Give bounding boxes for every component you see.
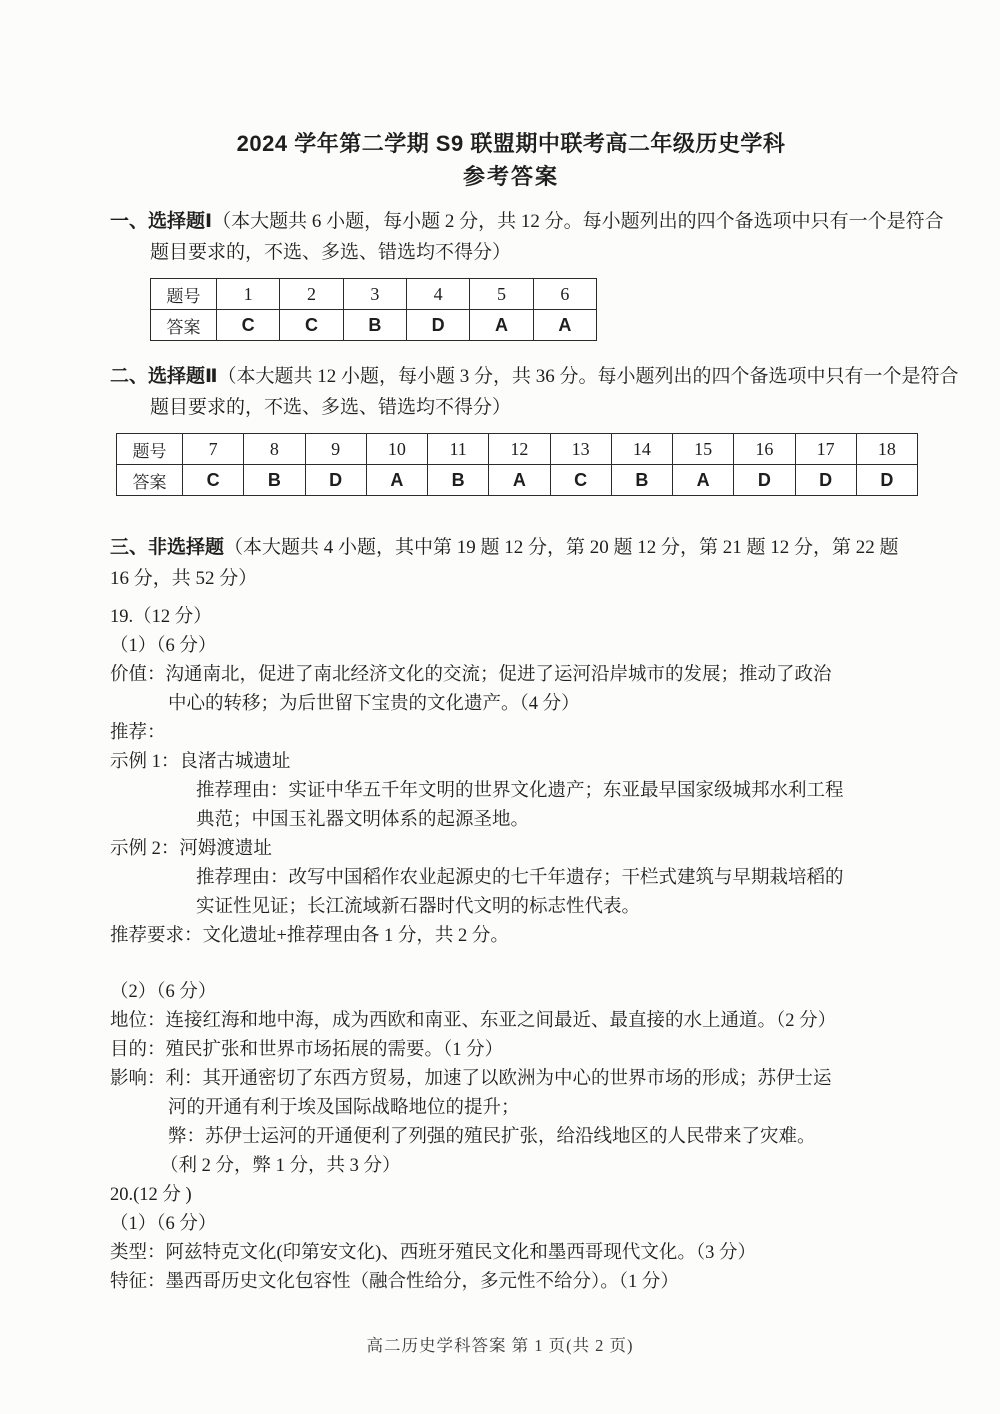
page-title: 2024 学年第二学期 S9 联盟期中联考高二年级历史学科 <box>236 131 786 156</box>
section-1-label: 一、选择题Ⅰ <box>110 211 213 232</box>
answer-cell: D <box>734 465 795 496</box>
answer-line: （2）（6 分） <box>110 982 217 1002</box>
section-3-description: （本大题共 4 小题，其中第 19 题 12 分，第 20 题 12 分，第 21 题 12 分，第 22 题 16 分，共 52 分） <box>110 537 899 589</box>
answer-line: 19.（12 分） <box>110 607 212 627</box>
section-1-heading <box>110 206 962 268</box>
answer-cell: C <box>550 465 611 496</box>
answer-cell: B <box>244 465 305 496</box>
row-label-answer: 答案 <box>117 465 183 496</box>
answer-line: 推荐理由：改写中国稻作农业起源史的七千年遗存；干栏式建筑与早期栽培稻的 <box>196 868 844 888</box>
question-number-cell: 18 <box>856 434 917 465</box>
free-response-answers <box>110 603 912 1297</box>
section-3-heading <box>110 532 922 594</box>
answer-row <box>117 465 918 496</box>
question-number-cell: 5 <box>470 279 533 310</box>
answer-line: （1）（6 分） <box>110 1214 217 1234</box>
answer-table-choice-1 <box>150 278 597 341</box>
question-number-row <box>151 279 597 310</box>
answer-line: 影响：利：其开通密切了东西方贸易，加速了以欧洲为中心的世界市场的形成；苏伊士运 <box>110 1069 832 1089</box>
question-number-cell: 12 <box>489 434 550 465</box>
blank-line <box>110 951 912 978</box>
answer-cell: A <box>470 310 533 341</box>
answer-line: 弊：苏伊士运河的开通便利了列强的殖民扩张，给沿线地区的人民带来了灾难。 <box>168 1127 816 1147</box>
question-number-cell: 2 <box>280 279 343 310</box>
answer-table-choice-2 <box>116 433 918 496</box>
row-label-answer: 答案 <box>151 310 217 341</box>
answer-cell: A <box>489 465 550 496</box>
row-label-number: 题号 <box>117 434 183 465</box>
answer-line: 中心的转移；为后世留下宝贵的文化遗产。（4 分） <box>168 694 580 714</box>
question-number-cell: 14 <box>611 434 672 465</box>
answer-cell: D <box>795 465 856 496</box>
answer-line: 实证性见证；长江流域新石器时代文明的标志性代表。 <box>196 897 641 917</box>
answer-cell: B <box>343 310 406 341</box>
section-2-heading <box>110 361 962 423</box>
answer-cell: D <box>856 465 917 496</box>
question-number-row <box>117 434 918 465</box>
question-number-cell: 15 <box>673 434 734 465</box>
section-3-label: 三、非选择题 <box>110 537 225 558</box>
question-number-cell: 8 <box>244 434 305 465</box>
answer-line: 目的：殖民扩张和世界市场拓展的需要。（1 分） <box>110 1040 504 1060</box>
answer-cell: D <box>305 465 366 496</box>
answer-line: 示例 2：河姆渡遗址 <box>110 839 272 859</box>
answer-cell: C <box>183 465 244 496</box>
answer-cell: A <box>533 310 596 341</box>
question-number-cell: 16 <box>734 434 795 465</box>
answer-line: 20.(12 分 ) <box>110 1185 192 1205</box>
question-number-cell: 1 <box>217 279 280 310</box>
question-number-cell: 17 <box>795 434 856 465</box>
question-number-cell: 3 <box>343 279 406 310</box>
question-number-cell: 7 <box>183 434 244 465</box>
answer-row <box>151 310 597 341</box>
answer-cell: D <box>406 310 469 341</box>
answer-line: 价值：沟通南北，促进了南北经济文化的交流；促进了运河沿岸城市的发展；推动了政治 <box>110 665 832 685</box>
answer-line: 类型：阿兹特克文化(印第安文化)、西班牙殖民文化和墨西哥现代文化。（3 分） <box>110 1243 756 1263</box>
answer-line: 地位：连接红海和地中海，成为西欧和南亚、东亚之间最近、最直接的水上通道。（2 分） <box>110 1011 837 1031</box>
answer-cell: A <box>673 465 734 496</box>
section-2-label: 二、选择题Ⅱ <box>110 366 218 387</box>
question-number-cell: 13 <box>550 434 611 465</box>
answer-line: 推荐要求：文化遗址+推荐理由各 1 分，共 2 分。 <box>110 926 509 946</box>
page-footer: 高二历史学科答案 第 1 页(共 2 页) <box>366 1336 634 1355</box>
answer-line: 示例 1：良渚古城遗址 <box>110 752 291 772</box>
answer-line: （利 2 分，弊 1 分，共 3 分） <box>160 1156 401 1176</box>
answer-line: （1）（6 分） <box>110 636 217 656</box>
answer-cell: C <box>280 310 343 341</box>
answer-line: 推荐理由：实证中华五千年文明的世界文化遗产；东亚最早国家级城邦水利工程 <box>196 781 844 801</box>
answer-cell: B <box>611 465 672 496</box>
question-number-cell: 9 <box>305 434 366 465</box>
answer-line: 河的开通有利于埃及国际战略地位的提升； <box>168 1098 520 1118</box>
section-2-description: （本大题共 12 小题，每小题 3 分，共 36 分。每小题列出的四个备选项中只有一个是符合题目要求的，不选、多选、错选均不得分） <box>150 366 959 418</box>
question-number-cell: 6 <box>533 279 596 310</box>
answer-line: 典范；中国玉礼器文明体系的起源圣地。 <box>196 810 530 830</box>
row-label-number: 题号 <box>151 279 217 310</box>
answer-cell: A <box>366 465 427 496</box>
answer-cell: B <box>428 465 489 496</box>
answer-line: 特征：墨西哥历史文化包容性（融合性给分，多元性不给分）。（1 分） <box>110 1272 679 1292</box>
section-1-description: （本大题共 6 小题，每小题 2 分，共 12 分。每小题列出的四个备选项中只有一个是符合题目要求的，不选、多选、错选均不得分） <box>150 211 944 263</box>
question-number-cell: 11 <box>428 434 489 465</box>
answer-line: 推荐： <box>110 723 166 743</box>
question-number-cell: 4 <box>406 279 469 310</box>
answer-cell: C <box>217 310 280 341</box>
answer-table-2-wrap <box>108 433 912 496</box>
question-number-cell: 10 <box>366 434 427 465</box>
page-subtitle: 参考答案 <box>462 164 559 189</box>
